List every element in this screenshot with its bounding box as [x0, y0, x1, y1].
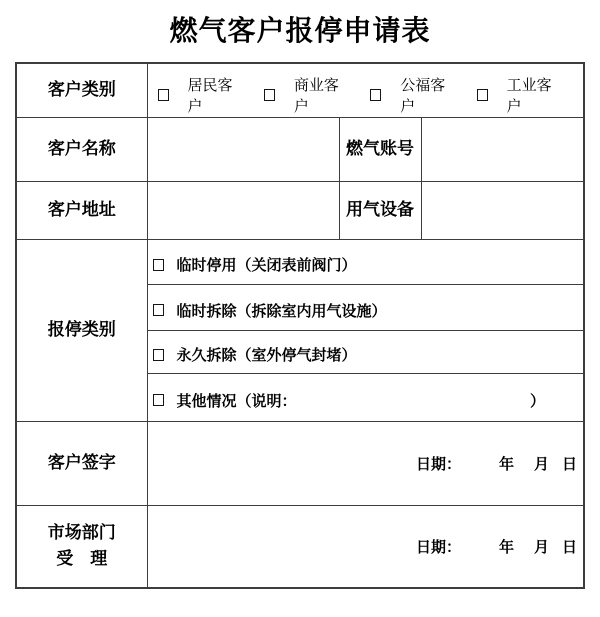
checkbox-commercial-icon[interactable]: [264, 89, 275, 101]
checkbox-temporary-stop-icon[interactable]: [153, 259, 164, 271]
option-temporary-stop[interactable]: [148, 248, 584, 275]
day-label: 日: [561, 456, 577, 473]
day-label: 日: [561, 539, 577, 556]
customer-signature-area[interactable]: [147, 421, 584, 505]
gas-equipment-input[interactable]: [421, 181, 584, 239]
year-label: 年: [498, 539, 514, 556]
customer-type-label: 客户类别: [16, 63, 147, 117]
option-public-welfare[interactable]: [370, 74, 451, 116]
checkbox-other-icon[interactable]: [153, 394, 164, 406]
customer-name-input[interactable]: [147, 117, 339, 181]
checkbox-public-welfare-icon[interactable]: [370, 89, 381, 101]
gas-equipment-label: 用气设备: [339, 181, 421, 239]
option-other[interactable]: [148, 384, 584, 411]
customer-signature-label: 客户签字: [16, 421, 147, 505]
customer-type-options-cell: [147, 63, 584, 117]
department-acceptance-area[interactable]: [147, 505, 584, 588]
option-permanent-removal[interactable]: [148, 338, 584, 365]
suspension-type-label: 报停类别: [16, 239, 147, 421]
option-other-close-paren: ）: [529, 393, 545, 410]
suspension-option-cell: [147, 239, 584, 284]
option-other-label: 其他情况（说明：: [176, 393, 297, 410]
department-acceptance-date-line: [148, 536, 584, 557]
customer-signature-date-line: [148, 453, 584, 474]
option-temporary-stop-label: 临时停用（关闭表前阀门）: [176, 258, 357, 274]
month-label: 月: [533, 456, 549, 473]
date-label: 日期：: [415, 539, 461, 556]
page-title: 燃气客户报停申请表: [169, 16, 431, 47]
checkbox-temporary-removal-icon[interactable]: [153, 304, 164, 316]
application-form-table: [15, 62, 585, 589]
gas-account-label: 燃气账号: [339, 117, 421, 181]
suspension-option-cell: [147, 330, 584, 373]
option-commercial[interactable]: [264, 74, 345, 116]
month-label: 月: [533, 539, 549, 556]
option-industrial[interactable]: [477, 74, 558, 116]
option-temporary-removal-label: 临时拆除（拆除室内用气设施）: [176, 303, 387, 320]
option-commercial-label: 商业客户: [293, 77, 339, 115]
suspension-option-cell: [147, 373, 584, 421]
checkbox-residential-icon[interactable]: [158, 89, 169, 101]
gas-account-input[interactable]: [421, 117, 584, 181]
option-residential-label: 居民客户: [187, 77, 233, 115]
customer-address-input[interactable]: [147, 181, 339, 239]
date-label: 日期：: [415, 456, 461, 473]
option-residential[interactable]: [158, 74, 239, 116]
customer-address-label: 客户地址: [16, 181, 147, 239]
customer-name-label: 客户名称: [16, 117, 147, 181]
suspension-option-cell: [147, 284, 584, 330]
option-permanent-removal-label: 永久拆除（室外停气封堵）: [176, 348, 357, 364]
customer-type-options: [148, 65, 584, 116]
option-temporary-removal[interactable]: [148, 294, 584, 321]
option-public-welfare-label: 公福客户: [400, 77, 446, 115]
checkbox-permanent-removal-icon[interactable]: [153, 349, 164, 361]
checkbox-industrial-icon[interactable]: [477, 89, 488, 101]
department-acceptance-label-line1: 市场部门: [47, 522, 116, 542]
department-acceptance-label-line2: 受 理: [56, 549, 108, 569]
option-industrial-label: 工业客户: [506, 77, 552, 115]
year-label: 年: [498, 456, 514, 473]
department-acceptance-label: [16, 505, 147, 588]
